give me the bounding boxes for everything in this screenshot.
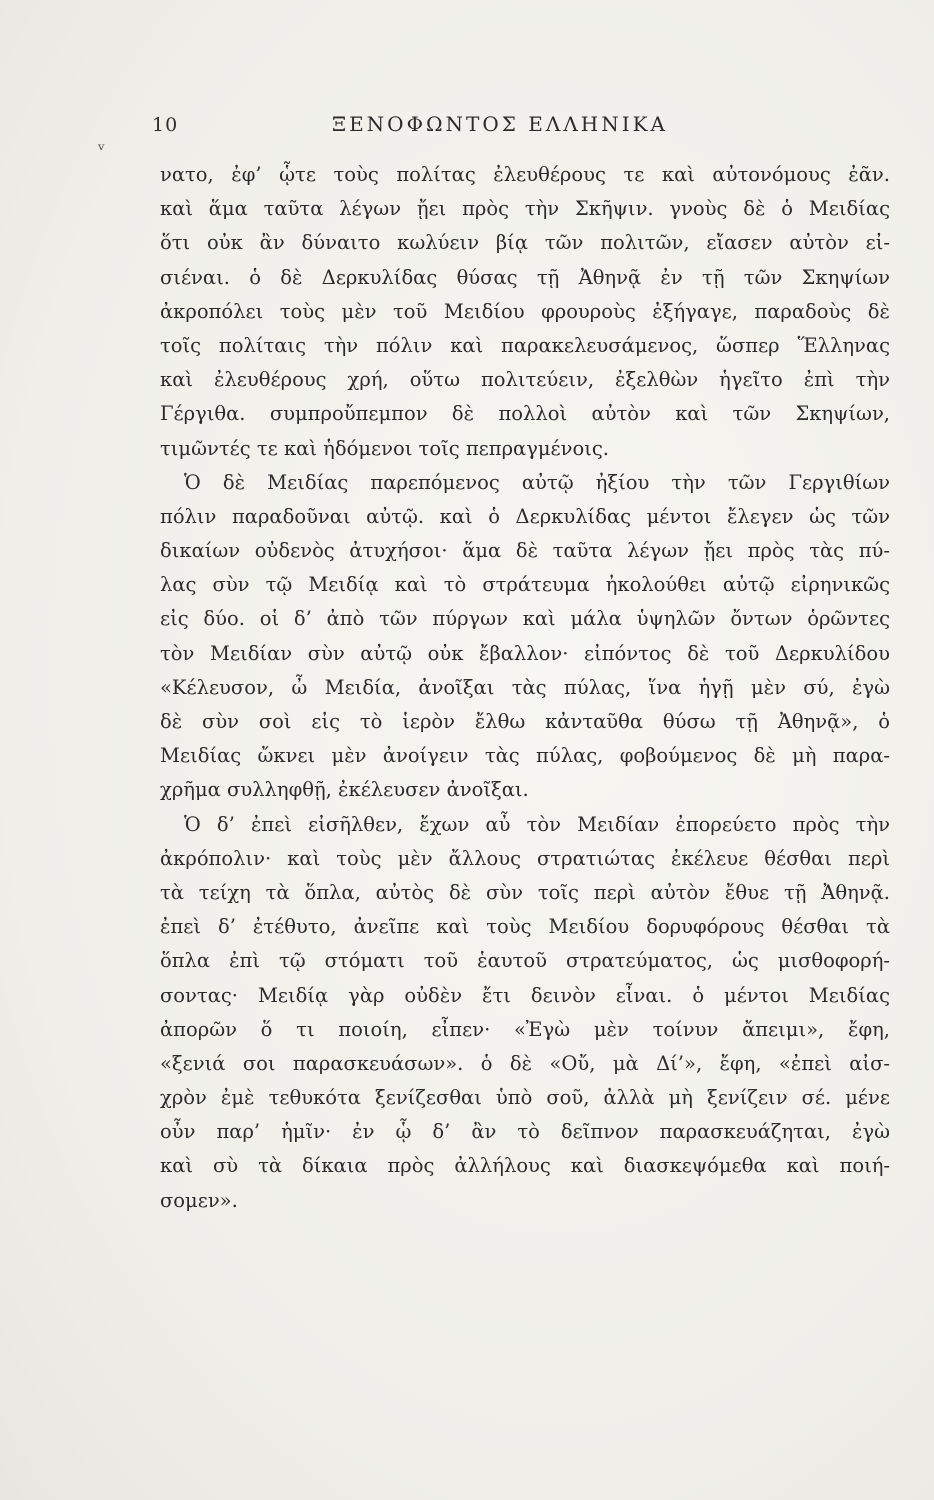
text-line: ἐπεὶ δ’ ἐτέθυτο, ἀνεῖπε καὶ τοὺς Μειδίου δορυφόρους θέσθαι τὰ <box>160 915 890 939</box>
text-line: ἀπορῶν ὅ τι ποιοίη, εἶπεν· «Ἐγὼ μὲν τοίνυν ἄπειμι», ἔφη, <box>160 1017 890 1041</box>
text-line: Γέργιθα. συμπροὔπεμπον δὲ πολλοὶ αὐτὸν καὶ τῶν Σκηψίων, <box>160 402 890 426</box>
text-line: «Κέλευσον, ὦ Μειδία, ἀνοῖξαι τὰς πύλας, ἵνα ἡγῇ μὲν σύ, ἐγὼ <box>160 675 890 699</box>
text-line: ὅπλα ἐπὶ τῷ στόματι τοῦ ἑαυτοῦ στρατεύματος, ὡς μισθοφορή- <box>160 949 890 973</box>
text-line: οὖν παρ’ ἡμῖν· ἐν ᾧ δ’ ἂν τὸ δεῖπνον παρασκευάζηται, ἐγὼ <box>160 1120 890 1144</box>
text-line: χρῆμα συλληφθῇ, ἐκέλευσεν ἀνοῖξαι. <box>160 778 529 802</box>
text-line: ὅτι οὐκ ἂν δύναιτο κωλύειν βίᾳ τῶν πολιτῶν, εἴασεν αὐτὸν εἰ- <box>160 231 890 255</box>
text-line: τὰ τείχη τὰ ὅπλα, αὐτὸς δὲ σὺν τοῖς περὶ αὐτὸν ἔθυε τῇ Ἀθηνᾷ. <box>160 880 890 904</box>
text-line: «ξενιά σοι παρασκευάσων». ὁ δὲ «Οὔ, μὰ Δί’», ἔφη, «ἐπεὶ αἰσ- <box>160 1051 890 1075</box>
text-line: Ὁ δὲ Μειδίας παρεπόμενος αὐτῷ ἠξίου τὴν τῶν Γεργιθίων <box>184 470 890 494</box>
page-header <box>152 108 912 148</box>
body-text <box>160 158 890 1218</box>
running-head: ΞΕΝΟΦΩΝΤΟΣ ΕΛΛΗΝΙΚΑ <box>332 112 668 136</box>
text-line: τοῖς πολίταις τὴν πόλιν καὶ παρακελευσάμενος, ὥσπερ Ἕλληνας <box>160 333 890 357</box>
text-line: σοντας· Μειδίᾳ γὰρ οὐδὲν ἔτι δεινὸν εἶναι. ὁ μέντοι Μειδίας <box>160 983 890 1007</box>
text-line: ἀκρόπολιν· καὶ τοὺς μὲν ἄλλους στρατιώτας ἐκέλευε θέσθαι περὶ <box>160 846 890 870</box>
text-line: πόλιν παραδοῦναι αὐτῷ. καὶ ὁ Δερκυλίδας μέντοι ἔλεγεν ὡς τῶν <box>160 504 890 528</box>
margin-mark: ᵛ <box>98 140 105 161</box>
text-line: χρὸν ἐμὲ τεθυκότα ξενίζεσθαι ὑπὸ σοῦ, ἀλλὰ μὴ ξενίζειν σέ. μένε <box>160 1086 890 1110</box>
text-line: δικαίων οὐδενὸς ἀτυχήσοι· ἅμα δὲ ταῦτα λέγων ᾔει πρὸς τὰς πύ- <box>160 539 890 563</box>
page-number: 10 <box>152 114 179 136</box>
text-line: καὶ ἐλευθέρους χρή, οὕτω πολιτεύειν, ἐξελθὼν ἡγεῖτο ἐπὶ τὴν <box>160 368 890 392</box>
text-line: Ὁ δ’ ἐπεὶ εἰσῆλθεν, ἔχων αὖ τὸν Μειδίαν ἐπορεύετο πρὸς τὴν <box>184 812 890 836</box>
text-line: δὲ σὺν σοὶ εἰς τὸ ἱερὸν ἔλθω κἀνταῦθα θύσω τῇ Ἀθηνᾷ», ὁ <box>160 710 890 733</box>
text-line: εἰς δύο. οἱ δ’ ἀπὸ τῶν πύργων καὶ μάλα ὑψηλῶν ὄντων ὁρῶντες <box>160 607 890 631</box>
text-line: ἀκροπόλει τοὺς μὲν τοῦ Μειδίου φρουροὺς ἐξήγαγε, παραδοὺς δὲ <box>160 299 890 323</box>
text-line: σιέναι. ὁ δὲ Δερκυλίδας θύσας τῇ Ἀθηνᾷ ἐν τῇ τῶν Σκηψίων <box>160 265 890 289</box>
text-line: τιμῶντές τε καὶ ἡδόμενοι τοῖς πεπραγμένοις. <box>160 436 609 460</box>
text-line: τὸν Μειδίαν σὺν αὐτῷ οὐκ ἔβαλλον· εἰπόντος δὲ τοῦ Δερκυλίδου <box>160 641 890 665</box>
text-line: σομεν». <box>160 1188 238 1212</box>
text-line: λας σὺν τῷ Μειδίᾳ καὶ τὸ στράτευμα ἠκολούθει αὐτῷ εἰρηνικῶς <box>160 573 890 597</box>
text-line: Μειδίας ὤκνει μὲν ἀνοίγειν τὰς πύλας, φοβούμενος δὲ μὴ παρα- <box>160 744 890 768</box>
text-line: καὶ ἅμα ταῦτα λέγων ᾔει πρὸς τὴν Σκῆψιν. γνοὺς δὲ ὁ Μειδίας <box>160 197 890 221</box>
text-line: καὶ σὺ τὰ δίκαια πρὸς ἀλλήλους καὶ διασκεψόμεθα καὶ ποιή- <box>160 1154 890 1178</box>
text-line: νατο, ἐφ’ ᾧτε τοὺς πολίτας ἐλευθέρους τε καὶ αὐτονόμους ἐᾶν. <box>160 163 890 186</box>
